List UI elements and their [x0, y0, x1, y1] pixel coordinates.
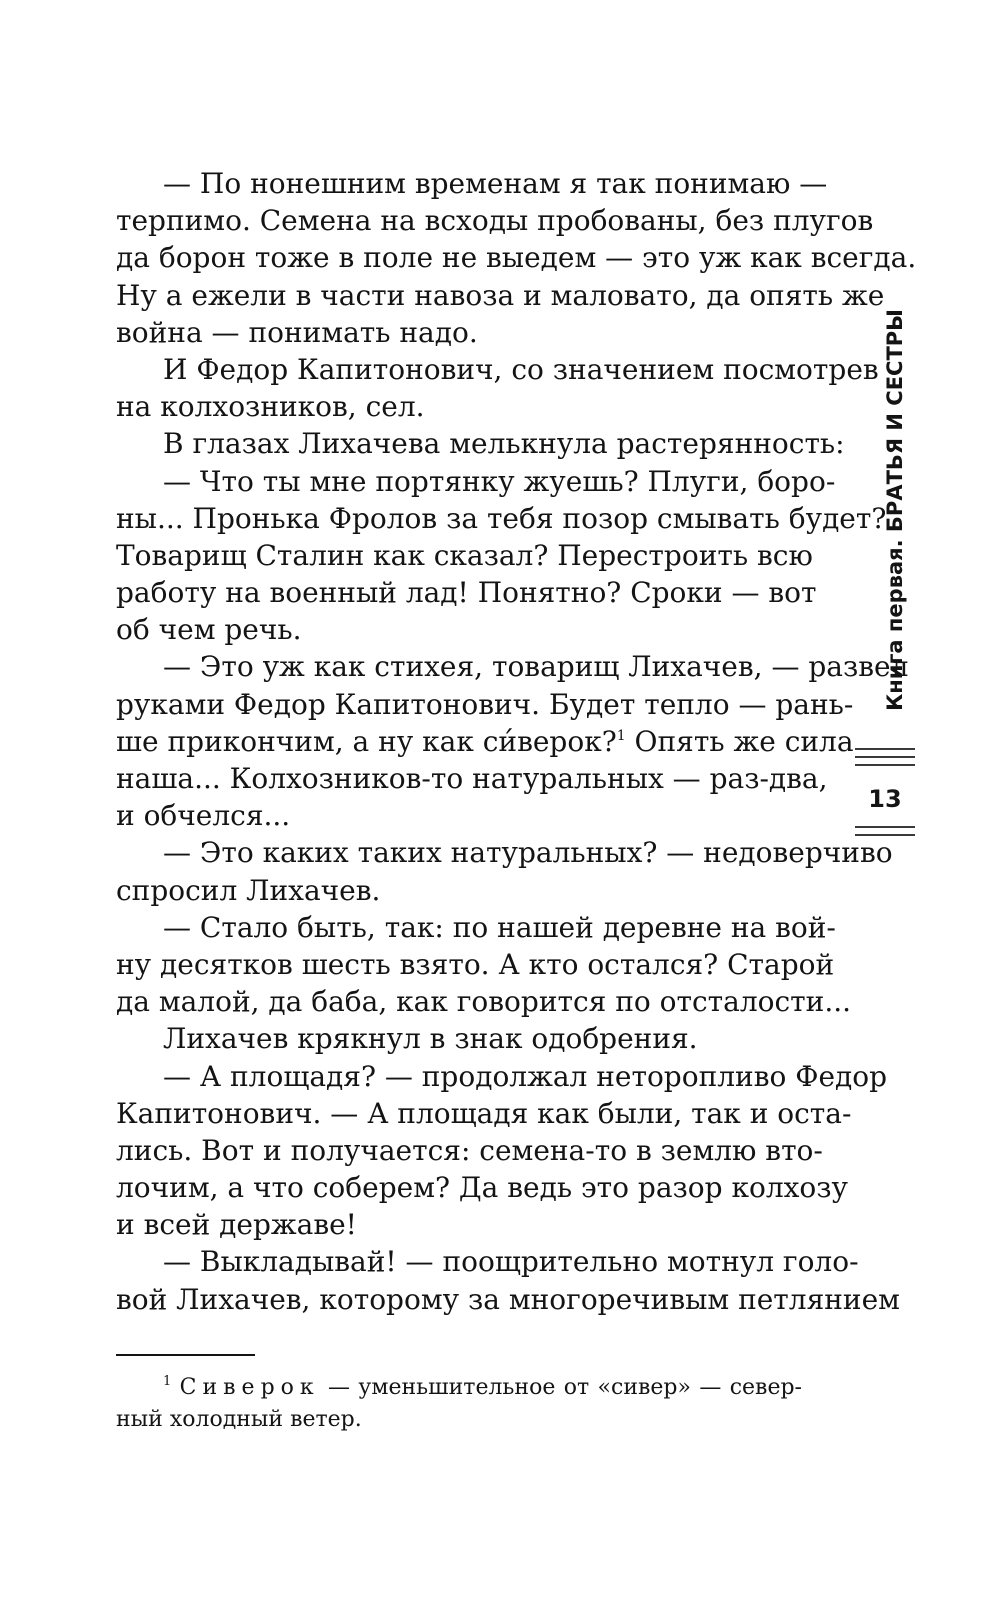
text-line: — Это каких таких натуральных? — недоверчиво [163, 836, 893, 870]
text-line: на колхозников, сел. [116, 390, 425, 424]
running-head-text: Книга первая. БРАТЬЯ И СЕСТРЫ [883, 309, 907, 711]
text-line: наша... Колхозников-то натуральных — раз-два, [116, 762, 828, 795]
folio-rule [855, 834, 915, 836]
text-line: — Стало быть, так: по нашей деревне на вой- [163, 910, 836, 944]
page-number: 13 [868, 785, 902, 813]
text-line: лочим, а что соберем? Да ведь это разор колхозу [116, 1171, 849, 1205]
text-line: Товарищ Сталин как сказал? Перестроить всю [116, 538, 813, 572]
text-line: ну десятков шесть взято. А кто остался? Старой [116, 947, 835, 981]
text-line: В глазах Лихачева мелькнула растерянность: [163, 427, 845, 461]
text-line: — Это уж как стихея, товарищ Лихачев, — развел [163, 650, 909, 684]
text-line: и всей державе! [116, 1208, 357, 1242]
text-line: Капитонович. — А площадя как были, так и оста- [116, 1096, 852, 1130]
text-fragment: Опять же сила [634, 724, 854, 758]
text-line: лись. Вот и получается: семена-то в землю вто- [116, 1133, 823, 1167]
text-fragment: ше прикончим, а ну как си́верок? [116, 724, 617, 758]
text-line: Лихачев крякнул в знак одобрения. [163, 1022, 698, 1056]
text-line [116, 723, 854, 760]
text-line: Ну а ежели в части навоза и маловато, да опять же [116, 278, 885, 312]
folio-rule [855, 756, 915, 758]
footnote-line: ный холодный ветер. [116, 1407, 362, 1432]
footnote-term: Сиверок [179, 1375, 320, 1400]
text-line: и обчелся... [116, 799, 291, 833]
text-line: терпимо. Семена на всходы пробованы, без плугов [116, 204, 874, 238]
text-line: да борон тоже в поле не выедем — это уж как всегда. [116, 241, 917, 275]
folio-rule [855, 748, 915, 750]
text-line: вой Лихачев, которому за многоречивым петлянием [116, 1282, 900, 1316]
folio-rule [855, 764, 915, 766]
text-line: — По нонешним временам я так понимаю — [163, 167, 828, 200]
text-line: руками Федор Капитонович. Будет тепло — рань- [116, 687, 854, 721]
footnote-number: 1 [163, 1374, 172, 1389]
text-line: ны... Пронька Фролов за тебя позор смывать будет? [116, 501, 887, 535]
text-line: И Федор Капитонович, со значением посмотрев [163, 352, 879, 386]
footnote-text: — уменьшительное от «сивер» — север- [328, 1375, 802, 1400]
text-line: — Выкладывай! — поощрительно мотнул голо- [163, 1245, 859, 1279]
footnote-line [116, 1372, 802, 1404]
footnote-divider [116, 1354, 255, 1356]
text-line: да малой, да баба, как говорится по отсталости... [116, 985, 852, 1019]
folio-rule [855, 826, 915, 828]
running-head [881, 310, 909, 710]
footnotes [116, 1372, 802, 1436]
text-line: спросил Лихачев. [116, 873, 381, 907]
text-line: об чем речь. [116, 613, 302, 647]
text-line: — А площадя? — продолжал неторопливо Федор [163, 1059, 888, 1093]
text-line: война — понимать надо. [116, 315, 478, 349]
text-line: — Что ты мне портянку жуешь? Плуги, боро- [163, 464, 836, 498]
text-line: работу на военный лад! Понятно? Сроки — вот [116, 576, 817, 610]
footnote-reference: 1 [616, 727, 626, 744]
